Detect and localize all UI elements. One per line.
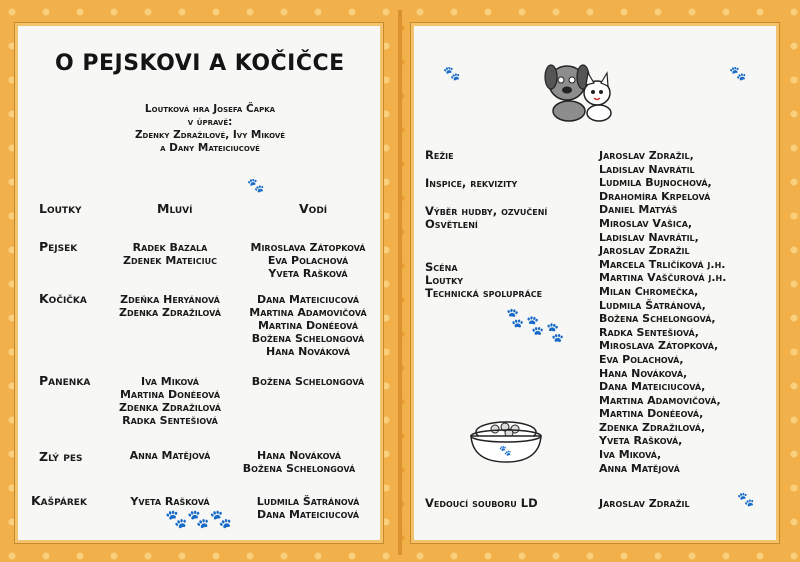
crew-name: Drahomíra Krpelová: [599, 189, 711, 203]
pet-bowl-illustration: [463, 418, 549, 466]
crew-name: Ludmila Šatránová,: [599, 298, 706, 312]
operator-name: Yveta Rašková: [268, 267, 348, 280]
subtitle-line: v úpravě:: [187, 116, 233, 128]
crew-name: Eva Polachová,: [599, 352, 684, 366]
speakers: [105, 293, 235, 319]
page-fold: [398, 10, 402, 555]
crew-label: [425, 177, 517, 190]
crew-name: Jaroslav Zdražil,: [599, 149, 694, 162]
paw-icon: 🐾: [443, 66, 461, 82]
crew-name: Yveta Rašková,: [599, 434, 683, 448]
dog-cat-illustration: [541, 53, 619, 123]
paw-icon: 🐾🐾🐾: [501, 305, 569, 347]
operators: [229, 449, 369, 475]
paw-icon: 🐾: [737, 492, 755, 508]
crew-name: Anna Matějová: [599, 461, 680, 475]
crew-name: Radka Sentešiová,: [599, 325, 699, 339]
operator-name: Martina Adamovičová: [249, 306, 367, 319]
crew-label: [425, 497, 538, 510]
speaker-name: Yveta Rašková: [130, 495, 210, 508]
speaker-name: Anna Matějová: [129, 449, 211, 462]
crew-name: Božena Schelongová,: [599, 312, 716, 326]
crew-name: Ladislav Navrátil,: [599, 230, 699, 244]
right-page: [410, 22, 780, 544]
crew-name: Martina Vaščurová j.h.: [599, 271, 727, 285]
operator-name: Dana Mateiciucová: [256, 508, 360, 521]
operator-name: Hana Nováková: [265, 345, 350, 358]
page-title: O PEJSKOVI A KOČIČCE: [55, 51, 345, 76]
svg-text:🐾: 🐾: [499, 446, 512, 457]
crew-label: [425, 149, 454, 162]
crew-name: Ladislav Navrátil: [599, 162, 695, 176]
subtitle-line: a Dany Mateiciucové: [160, 142, 260, 154]
leader-name: Jaroslav Zdražil: [599, 497, 690, 510]
speakers: [105, 241, 235, 267]
crew-name: Martina Adamovičová,: [599, 393, 721, 407]
speaker-name: Zdeňka Heryánová: [120, 293, 220, 306]
left-page: [14, 22, 384, 544]
role-label: Kašpárek: [31, 493, 87, 508]
speakers: [105, 375, 235, 427]
operator-name: Hana Nováková: [256, 449, 341, 462]
crew-name: Jaroslav Zdražil: [599, 244, 690, 258]
crew-label: [425, 261, 542, 300]
subtitle-line: Loutková hra Josefa Čapka: [144, 103, 276, 115]
speaker-name: Radek Bazala: [132, 241, 208, 254]
crew-name: Zdenka Zdražilová,: [599, 420, 706, 434]
operator-name: Božena Schelongová: [251, 375, 365, 388]
crew-label-line: Scéna: [425, 260, 458, 274]
crew-name: Ludmila Bujnochová,: [599, 176, 712, 190]
crew-name: Miroslava Zátopková,: [599, 339, 719, 353]
role-label: Pejsek: [39, 239, 78, 254]
crew-name: Hana Nováková,: [599, 366, 688, 380]
operators: [243, 375, 373, 388]
speaker-name: Zdenka Zdražilová: [119, 306, 221, 319]
operator-name: Ludmila Šatránová: [256, 495, 360, 508]
speaker-name: Radka Sentešiová: [122, 414, 218, 427]
operators: [243, 293, 373, 358]
crew-label: [425, 205, 547, 231]
role-label: Panenka: [39, 373, 91, 388]
speaker-name: Zdenka Zdražilová: [119, 401, 221, 414]
crew-label-line: Vedoucí souboru LD: [425, 496, 538, 510]
crew-name: Iva Miková,: [599, 448, 662, 462]
crew-label-line: Loutky: [425, 273, 464, 287]
crew-label-line: Inspice, rekvizity: [425, 176, 518, 190]
operator-name: Božena Schelongová: [242, 462, 356, 475]
speakers: [105, 449, 235, 462]
operators: [243, 241, 373, 280]
speakers: [105, 495, 235, 508]
speaker-name: Zdenek Mateiciuc: [123, 254, 217, 267]
operator-name: Martina Donéeová: [257, 319, 359, 332]
paw-icon: 🐾🐾🐾: [165, 509, 233, 530]
operators: [243, 495, 373, 521]
speaker-name: Iva Miková: [141, 375, 199, 388]
subtitle-line: Zdenky Zdražilové, Ivy Mikové: [134, 129, 286, 141]
crew-name: Marcela Trličíková j.h.: [599, 257, 726, 271]
paw-icon: 🐾: [729, 66, 747, 82]
crew-name: Milan Chromečka,: [599, 284, 699, 298]
operator-name: Eva Polachová: [267, 254, 349, 267]
header-vodi: Vodí: [299, 201, 328, 216]
role-label: Kočička: [39, 291, 87, 306]
crew-name: Dana Mateiciucová,: [599, 380, 706, 394]
speaker-name: Martina Donéeová: [119, 388, 221, 401]
role-label: Zlý pes: [39, 449, 83, 464]
header-mluvi: Mluví: [157, 201, 193, 216]
crew-name: Daniel Matyáš: [599, 203, 678, 217]
operator-name: Dana Mateiciucová: [256, 293, 360, 306]
paw-icon: 🐾: [247, 178, 265, 194]
crew-label-line: Technická spolupráce: [425, 286, 543, 300]
crew-label-line: Osvětlení: [425, 217, 478, 231]
header-loutky: Loutky: [39, 201, 82, 216]
operator-name: Miroslava Zátopková: [250, 241, 366, 254]
operator-name: Božena Schelongová: [251, 332, 365, 345]
crew-label-line: Výběr hudby, ozvučení: [425, 204, 548, 218]
subtitle: [105, 103, 315, 155]
crew-name: Miroslav Vašica,: [599, 216, 693, 230]
crew-name: Martina Donéeová,: [599, 407, 704, 421]
crew-names: [599, 149, 726, 475]
crew-label-line: Režie: [425, 148, 454, 162]
